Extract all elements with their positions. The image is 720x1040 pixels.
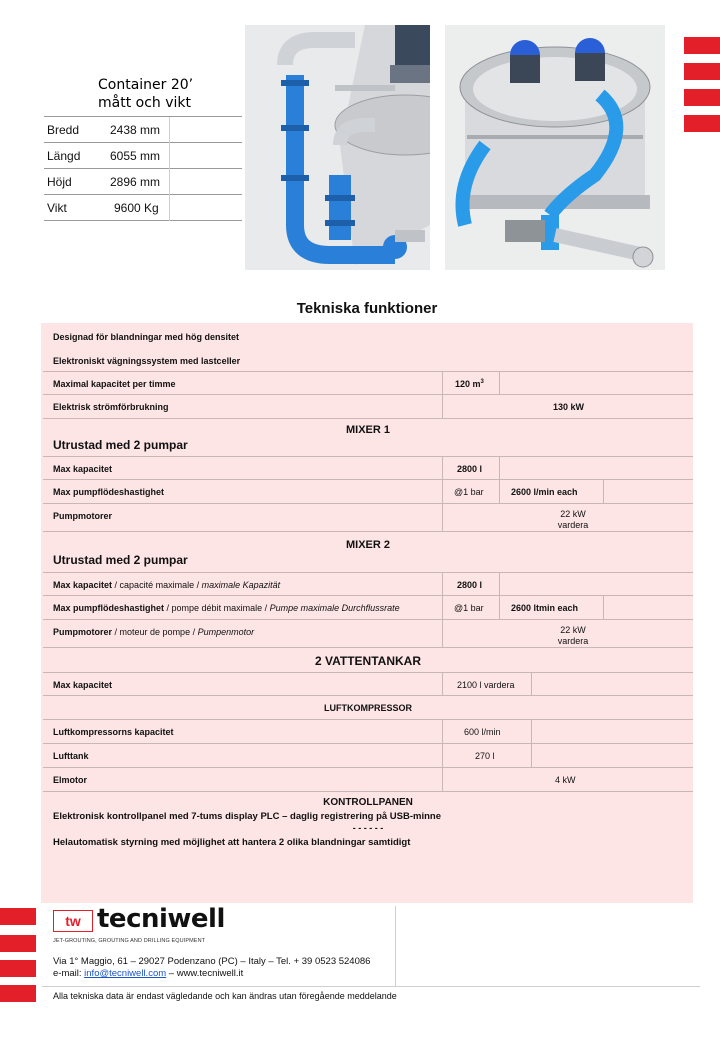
website-text: www.tecniwell.it — [176, 968, 244, 979]
mixer-tank-image — [445, 25, 665, 270]
section-air-compressor: LUFTKOMPRESSOR — [43, 696, 693, 720]
mixer-1-subtitle: Utrustad med 2 pumpar — [53, 438, 188, 452]
mixer-2-row-pump-flow: Max pumpflödeshastighet / pompe débit maximale / Pumpe maximale Durchflussrate @1 bar 2600 ltmin each — [43, 596, 693, 620]
mixer-2-row-pump-motor: Pumpmotorer / moteur de pompe / Pumpenmotor 22 kW vardera — [43, 620, 693, 648]
brand-red-bar — [684, 115, 720, 132]
brand-red-bar — [0, 908, 36, 925]
mixer-1-row-max-capacity: Max kapacitet 2800 l — [43, 456, 693, 480]
tanks-row-max-capacity: Max kapacitet 2100 l vardera — [43, 672, 693, 696]
brand-red-bar — [0, 960, 36, 977]
brand-red-bar — [684, 63, 720, 80]
page-title: Tekniska funktioner — [296, 300, 438, 317]
company-address: Via 1° Maggio, 61 – 29027 Podenzano (PC) – Italy – Tel. + 39 0523 524086 — [53, 956, 371, 967]
brand-red-bar — [0, 935, 36, 952]
email-link[interactable]: info@tecniwell.com — [84, 968, 167, 979]
mixer-pipework-image — [245, 25, 430, 270]
brand-red-bar — [684, 89, 720, 106]
tecniwell-logo-text: tecniwell — [97, 904, 225, 934]
container-row-height: Höjd 2896 mm — [44, 169, 242, 195]
section-water-tanks: 2 VATTENTANKAR — [315, 654, 421, 668]
control-panel-line-2: Helautomatisk styrning med möjlighet att hantera 2 olika blandningar samtidigt — [53, 837, 411, 848]
brand-red-bar — [684, 37, 720, 54]
mixer-2-row-max-capacity: Max kapacitet / capacité maximale / maximale Kapazität 2800 l — [43, 572, 693, 596]
container-row-width: Bredd 2438 mm — [44, 117, 242, 143]
control-panel-dashes: - - - - - - — [352, 823, 384, 833]
svg-text:tw: tw — [65, 913, 81, 929]
container-row-length: Längd 6055 mm — [44, 143, 242, 169]
divider — [395, 906, 396, 986]
spec-intro-density: Designad för blandningar med hög densitet — [53, 332, 240, 342]
compressor-row-motor: Elmotor 4 kW — [43, 768, 693, 792]
mixer-1-row-pump-flow: Max pumpflödeshastighet @1 bar 2600 l/min each — [43, 480, 693, 504]
tecniwell-logo-icon — [53, 910, 93, 932]
container-row-weight: Vikt 9600 Kg — [44, 195, 242, 221]
mixer-2-subtitle: Utrustad med 2 pumpar — [53, 553, 188, 567]
brand-red-bar — [0, 985, 36, 1002]
section-control-panel: KONTROLLPANEN — [323, 797, 413, 808]
compressor-row-capacity: Luftkompressorns kapacitet 600 l/min — [43, 720, 693, 744]
section-mixer-1: MIXER 1 — [345, 424, 390, 436]
spec-row-max-capacity-hour: Maximal kapacitet per timme 120 $m^3$ — [43, 371, 693, 395]
spec-intro-weighing: Elektroniskt vägningssystem med lastceller — [53, 356, 241, 366]
section-mixer-2: MIXER 2 — [345, 539, 390, 551]
container-title: Container 20’ mått och vikt — [98, 77, 194, 111]
contact-line: e-mail: info@tecniwell.com – www.tecniwell.it — [53, 968, 244, 979]
mixer-1-row-pump-motor: Pumpmotorer 22 kW vardera — [43, 504, 693, 532]
spec-row-power: Elektrisk strömförbrukning 130 kW — [43, 395, 693, 419]
divider — [42, 986, 700, 987]
compressor-row-tank: Lufttank 270 l — [43, 744, 693, 768]
disclaimer: Alla tekniska data är endast vägledande och kan ändras utan föregående meddelande — [53, 991, 397, 1001]
control-panel-line-1: Elektronisk kontrollpanel med 7-tums display PLC – daglig registrering på USB-minne — [53, 811, 441, 822]
tagline: JET-GROUTING, GROUTING AND DRILLING EQUIPMENT — [53, 938, 206, 944]
